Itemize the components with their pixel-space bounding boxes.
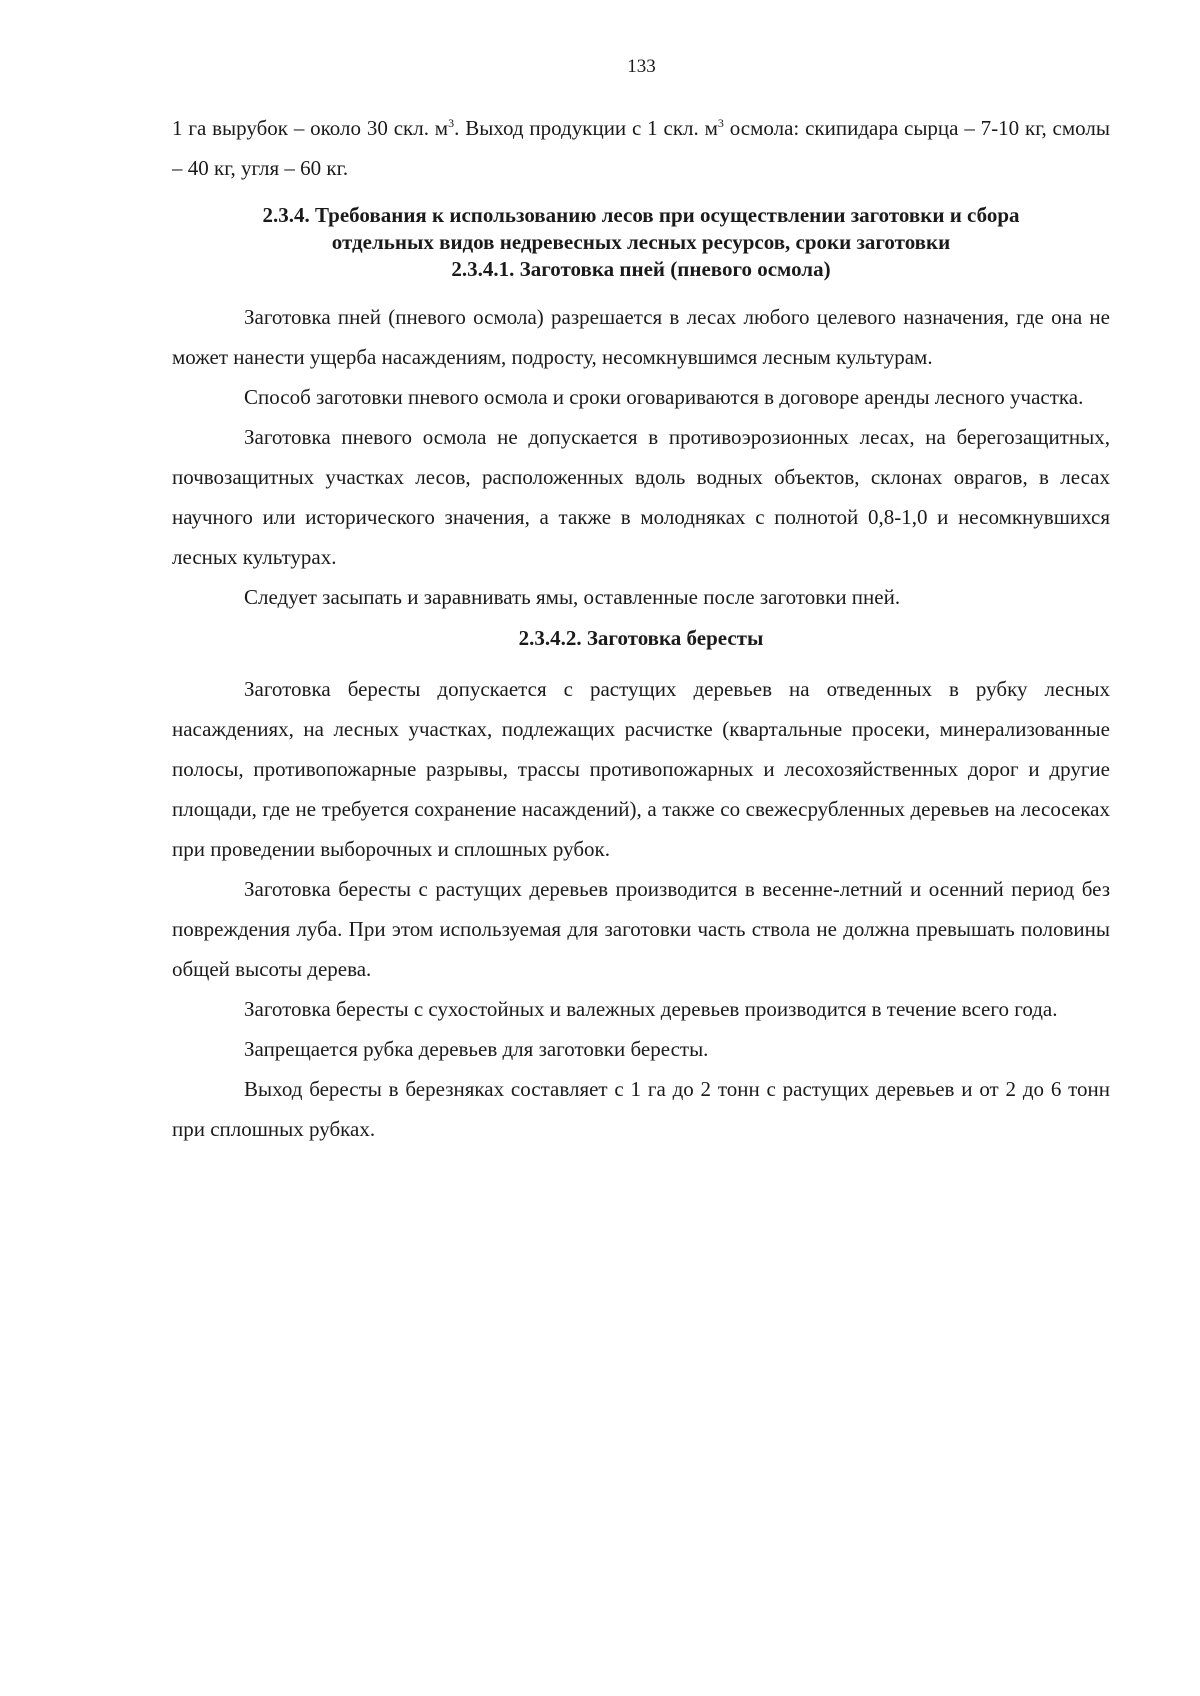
intro-text-3: осмола: скипидара сырца – 7-10 кг, смолы – 40 кг, угля – 60 кг. bbox=[172, 116, 1110, 180]
page-content bbox=[172, 108, 1110, 1149]
section-heading-line-1: 2.3.4. Требования к использованию лесов при осуществлении заготовки и сбора bbox=[262, 203, 1020, 227]
intro-text-1: 1 га вырубок – около 30 скл. м bbox=[172, 116, 449, 140]
superscript-cubic: 3 bbox=[717, 116, 724, 130]
paragraph: Запрещается рубка деревьев для заготовки бересты. bbox=[244, 1037, 709, 1061]
superscript-cubic: 3 bbox=[448, 116, 455, 130]
subsection-heading-stumps: 2.3.4.1. Заготовка пней (пневого осмола) bbox=[451, 257, 831, 281]
intro-text-2: . Выход продукции с 1 скл. м bbox=[454, 116, 718, 140]
intro-paragraph bbox=[172, 108, 1110, 188]
paragraph: Следует засыпать и заравнивать ямы, оставленные после заготовки пней. bbox=[244, 585, 901, 609]
page-number: 133 bbox=[627, 56, 656, 77]
paragraph: Заготовка бересты с растущих деревьев производится в весенне-летний и осенний период без повреждения луба. При этом используемая для заготовки часть ствола не должна превышать половины общей высоты дерева. bbox=[172, 877, 1110, 981]
paragraph: Заготовка пней (пневого осмола) разрешается в лесах любого целевого назначения, где она не может нанести ущерба насаждениям, подросту, несомкнувшимся лесным культурам. bbox=[172, 305, 1110, 369]
paragraph: Заготовка бересты допускается с растущих деревьев на отведенных в рубку лесных насаждениях, на лесных участках, подлежащих расчистке (квартальные просеки, минерализованные полосы, противопожарные разрывы, трассы противопожарных и лесохозяйственных дорог и другие площади, где не требуется сохранение насаждений), а также со свежесрубленных деревьев на лесосеках при проведении выборочных и сплошных рубок. bbox=[172, 677, 1110, 861]
paragraph: Способ заготовки пневого осмола и сроки оговариваются в договоре аренды лесного участка. bbox=[244, 385, 1084, 409]
paragraph: Заготовка бересты с сухостойных и валежных деревьев производится в течение всего года. bbox=[244, 997, 1058, 1021]
paragraph: Заготовка пневого осмола не допускается в противоэрозионных лесах, на берегозащитных, почвозащитных участках лесов, расположенных вдоль водных объектов, склонах оврагов, в лесах научного или исторического значения, а также в молодняках с полнотой 0,8-1,0 и несомкнувшихся лесных культурах. bbox=[172, 425, 1110, 569]
section-heading-line-2: отдельных видов недревесных лесных ресурсов, сроки заготовки bbox=[331, 230, 951, 254]
section-heading bbox=[172, 202, 1110, 256]
subsection-heading-birch-bark: 2.3.4.2. Заготовка бересты bbox=[518, 626, 764, 650]
paragraph: Выход бересты в березняках составляет с 1 га до 2 тонн с растущих деревьев и от 2 до 6 тонн при сплошных рубках. bbox=[172, 1077, 1110, 1141]
